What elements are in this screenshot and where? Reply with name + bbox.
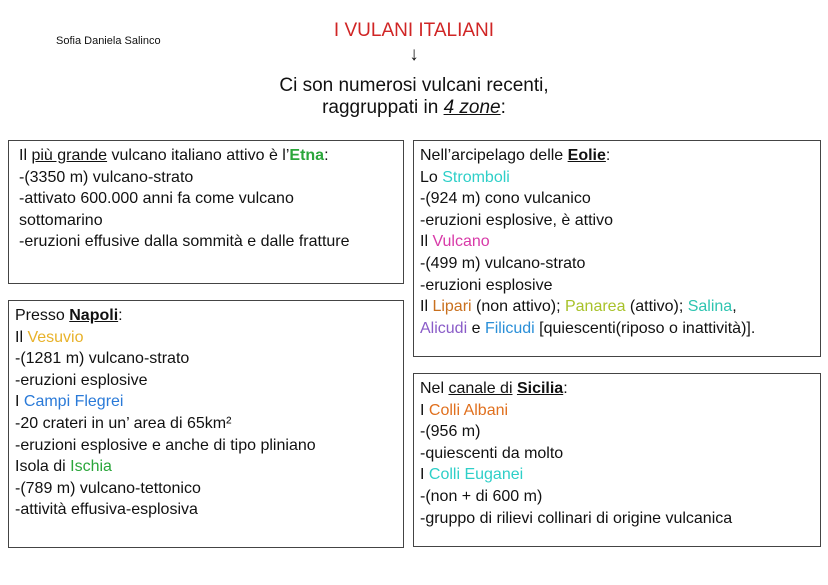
etna-line: -eruzioni effusive dalla sommità e dalle fratture	[19, 233, 350, 251]
vulcano-name: Vulcano	[432, 233, 490, 251]
text: I	[420, 401, 429, 419]
text: [quiescenti(riposo o inattività)].	[534, 319, 756, 337]
napoli-line: -eruzioni esplosive e anche di tipo pliniano	[15, 436, 316, 454]
napoli-line	[15, 391, 397, 413]
text: Nell’arcipelago delle	[420, 147, 568, 164]
text-underlined: più grande	[31, 147, 108, 164]
text: Il	[420, 298, 433, 316]
eolie-box	[413, 140, 821, 357]
etna-line: sottomarino	[19, 211, 103, 229]
napoli-line: -eruzioni esplosive	[15, 371, 148, 389]
sicilia-line: -gruppo di rilievi collinari di origine vulcanica	[420, 509, 733, 527]
text: :	[324, 147, 329, 164]
napoli-line: -(789 m) vulcano-tettonico	[15, 479, 201, 497]
text: (non attivo);	[471, 298, 565, 316]
napoli-heading	[15, 305, 397, 327]
etna-line: -(3350 m) vulcano-strato	[19, 168, 194, 186]
etna-line: -attivato 600.000 anni fa come vulcano	[19, 190, 294, 208]
page-title: I VULANI ITALIANI	[333, 20, 495, 41]
sicilia-heading	[420, 378, 814, 400]
text: :	[563, 380, 568, 397]
text: Presso	[15, 307, 70, 324]
text: :	[118, 307, 123, 324]
text: I	[15, 393, 24, 411]
lipari-name: Lipari	[432, 298, 472, 316]
text: Il	[19, 147, 32, 164]
sicilia-line	[420, 464, 814, 486]
text: Il	[420, 233, 433, 251]
eolie-line: -(924 m) cono vulcanico	[420, 190, 591, 208]
sicilia-line: -(956 m)	[420, 423, 481, 441]
napoli-line: -attività effusiva-esplosiva	[15, 501, 198, 519]
sicilia-name: Sicilia	[516, 380, 564, 397]
subtitle-line-1: Ci son numerosi vulcani recenti,	[279, 75, 549, 96]
sicilia-line	[420, 400, 814, 422]
eolie-line: -eruzioni esplosive, è attivo	[420, 211, 613, 229]
napoli-line: -(1281 m) vulcano-strato	[15, 350, 190, 368]
text: Lo	[420, 168, 443, 186]
napoli-line	[15, 327, 397, 349]
filicudi-name: Filicudi	[484, 319, 535, 337]
subtitle-colon: :	[500, 97, 506, 118]
subtitle-text: raggruppati in	[322, 97, 444, 118]
salina-name: Salina	[687, 298, 733, 316]
eolie-line: -(499 m) vulcano-strato	[420, 254, 586, 272]
campi-flegrei-name: Campi Flegrei	[23, 393, 124, 411]
eolie-heading	[420, 145, 814, 167]
etna-name: Etna	[289, 147, 325, 164]
text: (attivo);	[625, 298, 688, 316]
text: Isola di	[15, 458, 71, 476]
text: :	[605, 147, 611, 164]
napoli-box	[8, 300, 404, 548]
napoli-line: -20 crateri in un’ area di 65km²	[15, 414, 232, 432]
eolie-line	[420, 231, 814, 253]
napoli-name: Napoli	[69, 307, 119, 324]
vesuvio-name: Vesuvio	[27, 328, 84, 346]
text: ,	[732, 298, 737, 316]
text: Nel	[420, 380, 449, 397]
ischia-name: Ischia	[70, 458, 112, 476]
sicilia-line: -(non + di 600 m)	[420, 487, 543, 505]
sicilia-box	[413, 373, 821, 547]
eolie-line	[420, 296, 814, 318]
subtitle-line-2	[0, 97, 828, 119]
stromboli-name: Stromboli	[442, 168, 510, 186]
etna-box	[8, 140, 404, 284]
text: I	[420, 466, 429, 484]
text: e	[467, 319, 485, 337]
sicilia-line: -quiescenti da molto	[420, 444, 564, 462]
alicudi-name: Alicudi	[420, 319, 468, 337]
text: vulcano italiano attivo è l’	[107, 147, 290, 164]
etna-heading	[19, 145, 397, 167]
down-arrow-icon: ↓	[409, 44, 419, 65]
napoli-line	[15, 456, 397, 478]
text: Il	[15, 328, 28, 346]
eolie-line	[420, 318, 814, 340]
eolie-name: Eolie	[567, 147, 606, 164]
eolie-line: -eruzioni esplosive	[420, 276, 553, 294]
text-underlined: canale di	[448, 380, 513, 397]
eolie-line	[420, 167, 814, 189]
colli-euganei-name: Colli Euganei	[428, 466, 524, 484]
subtitle-emphasis: 4 zone	[443, 97, 501, 118]
author-name: Sofia Daniela Salinco	[56, 35, 161, 47]
colli-albani-name: Colli Albani	[428, 401, 509, 419]
panarea-name: Panarea	[564, 298, 626, 316]
subtitle	[0, 75, 828, 119]
